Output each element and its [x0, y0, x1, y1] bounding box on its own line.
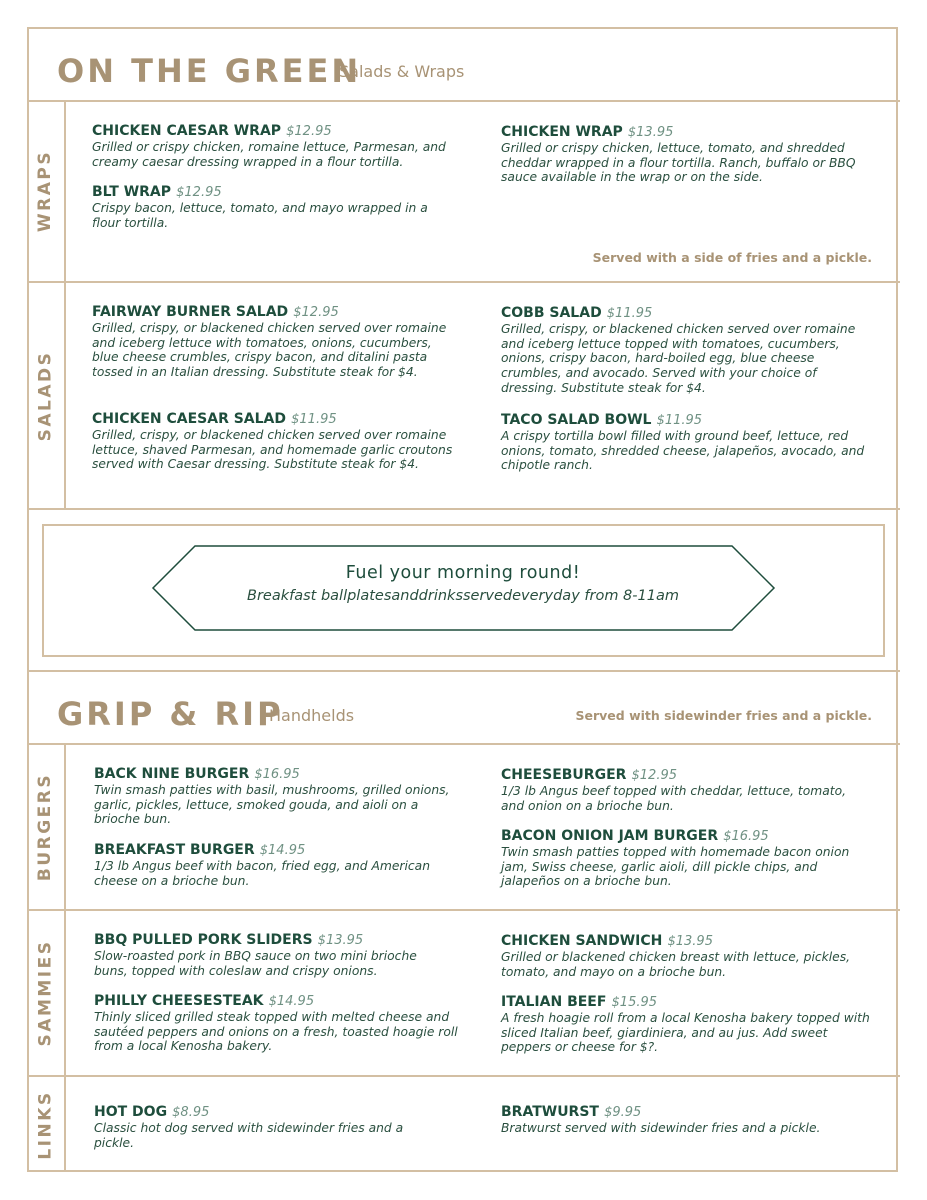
menu-item [92, 181, 452, 230]
menu-item [92, 408, 462, 472]
section-subtitle-green: Salads & Wraps [339, 62, 465, 81]
item-price: $14.95 [268, 994, 315, 1009]
divider [27, 508, 900, 510]
item-description: Grilled or crispy chicken, romaine lettuce, Parmesan, and creamy caesar dressing wrapped in a flour tortilla. [92, 140, 446, 169]
item-price: $15.95 [611, 995, 658, 1010]
item-description: Bratwurst served with sidewinder fries and a pickle. [501, 1121, 821, 1135]
item-price: $13.95 [667, 934, 713, 949]
menu-item [501, 1101, 873, 1136]
section-subtitle-grip: Handhelds [269, 706, 355, 725]
item-description: Grilled or crispy chicken, lettuce, tomato, and shredded cheddar wrapped in a flour tortilla. Ranch, buffalo or BBQ sauce available in the wrap or on the side. [501, 141, 856, 185]
menu-item [501, 991, 873, 1055]
divider [27, 743, 900, 745]
item-name: PHILLY CHEESESTEAK [94, 993, 264, 1009]
item-description: Thinly sliced grilled steak topped with melted cheese and sautéed peppers and onions on a fresh, toasted hoagie roll from a local Kenosha bakery. [94, 1010, 458, 1054]
menu-item [501, 930, 876, 979]
item-price: $12.95 [631, 768, 678, 783]
menu-item [501, 825, 873, 889]
category-label-burgers: BURGERS [35, 772, 56, 882]
item-name: HOT DOG [94, 1104, 168, 1120]
item-description: 1/3 lb Angus beef topped with cheddar, lettuce, tomato, and onion on a brioche bun. [501, 784, 847, 813]
category-label-salads: SALADS [35, 350, 56, 441]
item-description: Twin smash patties topped with homemade bacon onion jam, Swiss cheese, garlic aioli, dill pickle chips, and jalapeños on a brioche bun. [501, 845, 850, 889]
item-name: FAIRWAY BURNER SALAD [92, 304, 289, 320]
item-price: $11.95 [606, 306, 653, 321]
item-description: Slow-roasted pork in BBQ sauce on two mini brioche buns, topped with coleslaw and crispy onions. [94, 949, 417, 978]
item-name: TACO SALAD BOWL [501, 412, 652, 428]
menu-item [94, 929, 454, 978]
item-name: CHICKEN WRAP [501, 124, 623, 140]
side-divider [64, 101, 66, 509]
item-description: A crispy tortilla bowl filled with ground beef, lettuce, red onions, tomato, shredded cheese, jalapeños, avocado, and chipotle ranch. [501, 429, 865, 473]
menu-item [94, 990, 464, 1054]
served-note: Served with sidewinder fries and a pickle. [575, 708, 872, 723]
side-divider [64, 744, 66, 1172]
item-description: Crispy bacon, lettuce, tomato, and mayo wrapped in a flour tortilla. [92, 201, 428, 230]
served-note: Served with a side of fries and a pickle. [592, 250, 872, 265]
category-label-links: LINKS [35, 1089, 56, 1160]
item-name: BACON ONION JAM BURGER [501, 828, 719, 844]
item-description: Grilled, crispy, or blackened chicken served over romaine lettuce, shaved Parmesan, and homemade garlic croutons served with Caesar dressing. Substitute steak for $4. [92, 428, 453, 472]
item-description: Grilled, crispy, or blackened chicken served over romaine and iceberg lettuce topped with tomatoes, cucumbers, onions, crispy bacon, hard-boiled egg, blue cheese crumbles, and avocado. Served with your choice of dressing. Substitute steak for $4. [501, 322, 856, 395]
menu-item [94, 839, 466, 888]
divider [27, 909, 900, 911]
item-price: $14.95 [259, 843, 306, 858]
item-price: $12.95 [176, 185, 222, 200]
item-description: Twin smash patties with basil, mushrooms, grilled onions, garlic, pickles, lettuce, smoked gouda, and aioli on a brioche bun. [94, 783, 450, 827]
item-name: BREAKFAST BURGER [94, 842, 255, 858]
item-price: $12.95 [293, 305, 339, 320]
item-description: Grilled, crispy, or blackened chicken served over romaine and iceberg lettuce with tomatoes, onions, cucumbers, blue cheese crumbles, crispy bacon, and ditalini pasta tossed in an Italian dressing. Substitute steak for $4. [92, 321, 447, 380]
item-price: $16.95 [254, 767, 300, 782]
item-price: $11.95 [291, 412, 337, 427]
category-label-sammies: SAMMIES [35, 939, 56, 1047]
item-name: BBQ PULLED PORK SLIDERS [94, 932, 313, 948]
menu-item [501, 409, 873, 473]
item-name: CHEESEBURGER [501, 767, 627, 783]
menu-item [92, 301, 462, 380]
item-name: CHICKEN CAESAR SALAD [92, 411, 287, 427]
menu-item [92, 120, 472, 169]
item-name: BRATWURST [501, 1104, 599, 1120]
item-name: BACK NINE BURGER [94, 766, 250, 782]
divider [27, 281, 900, 283]
menu-item [94, 763, 454, 827]
item-price: $8.95 [172, 1105, 210, 1120]
item-price: $12.95 [286, 124, 332, 139]
category-label-wraps: WRAPS [35, 149, 56, 233]
item-name: COBB SALAD [501, 305, 602, 321]
section-title-green: ON THE GREEN [57, 52, 362, 90]
item-price: $13.95 [627, 125, 674, 140]
divider [27, 100, 900, 102]
banner-title: Fuel your morning round! [345, 563, 581, 583]
menu-item [94, 1101, 434, 1150]
item-name: CHICKEN CAESAR WRAP [92, 123, 282, 139]
section-title-grip: GRIP & RIP [57, 695, 284, 733]
item-description: Classic hot dog served with sidewinder fries and a pickle. [94, 1121, 404, 1150]
menu-item [501, 764, 873, 813]
menu-item [501, 121, 881, 185]
item-name: ITALIAN BEEF [501, 994, 607, 1010]
menu-item [501, 302, 873, 396]
item-name: BLT WRAP [92, 184, 172, 200]
banner-subtitle: Breakfast ballplatesanddrinksservedeveryday from 8-11am [247, 588, 679, 604]
item-description: 1/3 lb Angus beef with bacon, fried egg, and American cheese on a brioche bun. [94, 859, 430, 888]
item-description: A fresh hoagie roll from a local Kenosha bakery topped with sliced Italian beef, giardiniera, and au jus. Add sweet peppers or cheese for $?. [501, 1011, 870, 1055]
item-description: Grilled or blackened chicken breast with lettuce, pickles, tomato, and mayo on a brioche bun. [501, 950, 851, 979]
item-name: CHICKEN SANDWICH [501, 933, 663, 949]
item-price: $11.95 [656, 413, 703, 428]
item-price: $9.95 [604, 1105, 642, 1120]
item-price: $13.95 [317, 933, 364, 948]
divider [27, 670, 900, 672]
item-price: $16.95 [723, 829, 769, 844]
divider [27, 1075, 900, 1077]
